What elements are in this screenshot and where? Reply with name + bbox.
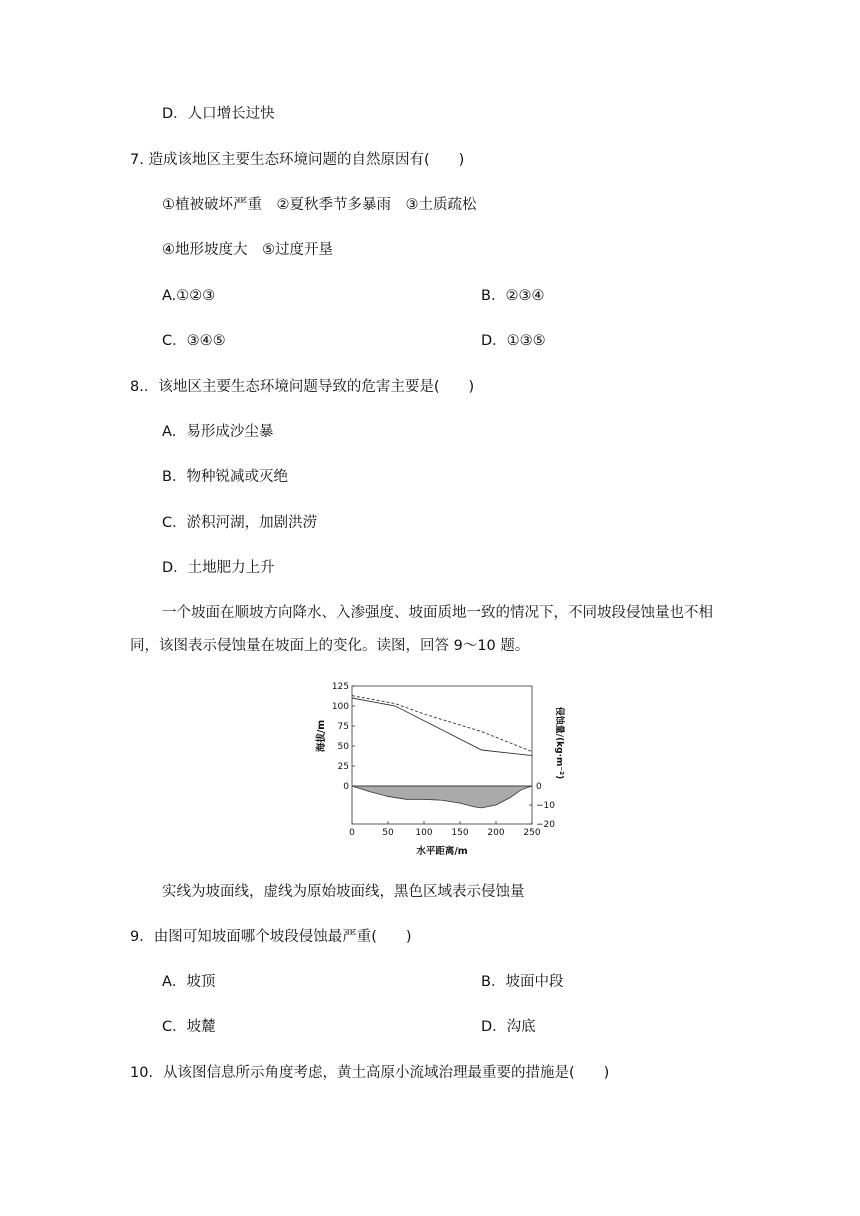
x-tick-label: 200 bbox=[487, 828, 505, 838]
slope-line bbox=[352, 698, 532, 756]
q10-stem: 10．从该图信息所示角度考虑，黄土高原小流域治理最重要的措施是( ) bbox=[130, 1065, 610, 1081]
y-left-tick-label: 50 bbox=[337, 742, 349, 752]
intro-paragraph: 一个坡面在顺坡方向降水、入渗强度、坡面质地一致的情况下，不同坡段侵蚀量也不相同，该图表示侵蚀量在坡面上的变化。读图，回答 9～10 题。 bbox=[130, 605, 713, 654]
y-left-tick-label: 75 bbox=[337, 722, 349, 732]
y-right-axis-label: 侵蚀量/(kg·m⁻²) bbox=[554, 706, 564, 780]
q7-items-line1: ①植被破坏严重 ②夏秋季节多暴雨 ③土质疏松 bbox=[162, 197, 477, 213]
q7-items-line2: ④地形坡度大 ⑤过度开垦 bbox=[162, 242, 333, 258]
erosion-chart bbox=[310, 676, 570, 860]
q9-option-a: A．坡顶 bbox=[162, 974, 216, 990]
q9-stem: 9．由图可知坡面哪个坡段侵蚀最严重( ) bbox=[130, 929, 412, 945]
q6-option-d: D．人口增长过快 bbox=[162, 106, 275, 122]
plot-frame bbox=[352, 686, 532, 824]
x-axis-label: 水平距离/m bbox=[416, 846, 468, 857]
x-tick-label: 250 bbox=[523, 828, 541, 838]
y-left-tick-label: 100 bbox=[331, 702, 349, 712]
q8-option-a: A．易形成沙尘暴 bbox=[162, 424, 274, 440]
q8-option-c: C．淤积河湖，加剧洪涝 bbox=[162, 515, 318, 531]
figure-caption: 实线为坡面线，虚线为原始坡面线，黑色区域表示侵蚀量 bbox=[162, 884, 525, 900]
x-tick-label: 50 bbox=[382, 828, 394, 838]
q7-option-a: A.①②③ bbox=[162, 288, 216, 304]
q8-option-d: D．土地肥力上升 bbox=[162, 560, 275, 576]
y-left-tick-label: 25 bbox=[337, 762, 349, 772]
erosion-area bbox=[352, 786, 532, 808]
y-left-tick-label: 0 bbox=[343, 782, 349, 792]
q7-option-b: B．②③④ bbox=[481, 288, 545, 304]
q9-option-c: C．坡麓 bbox=[162, 1019, 216, 1035]
q9-option-d: D．沟底 bbox=[481, 1019, 536, 1035]
q9-option-b: B．坡面中段 bbox=[481, 974, 564, 990]
q8-option-b: B．物种锐减或灭绝 bbox=[162, 469, 288, 485]
x-tick-label: 0 bbox=[349, 828, 355, 838]
x-tick-label: 150 bbox=[451, 828, 469, 838]
y-right-tick-label: −20 bbox=[536, 820, 555, 830]
y-left-axis-label: 海拔/m bbox=[316, 719, 327, 753]
q7-option-d: D．①③⑤ bbox=[481, 333, 546, 349]
y-left-tick-label: 125 bbox=[331, 682, 349, 692]
q8-stem: 8.．该地区主要生态环境问题导致的危害主要是( ) bbox=[130, 379, 475, 395]
x-tick-label: 100 bbox=[415, 828, 433, 838]
y-right-tick-label: −10 bbox=[536, 801, 555, 811]
q7-stem: 7. 造成该地区主要生态环境问题的自然原因有( ) bbox=[130, 152, 465, 168]
y-right-tick-label: 0 bbox=[536, 782, 542, 792]
original-slope-line bbox=[352, 696, 532, 752]
q7-option-c: C．③④⑤ bbox=[162, 333, 226, 349]
